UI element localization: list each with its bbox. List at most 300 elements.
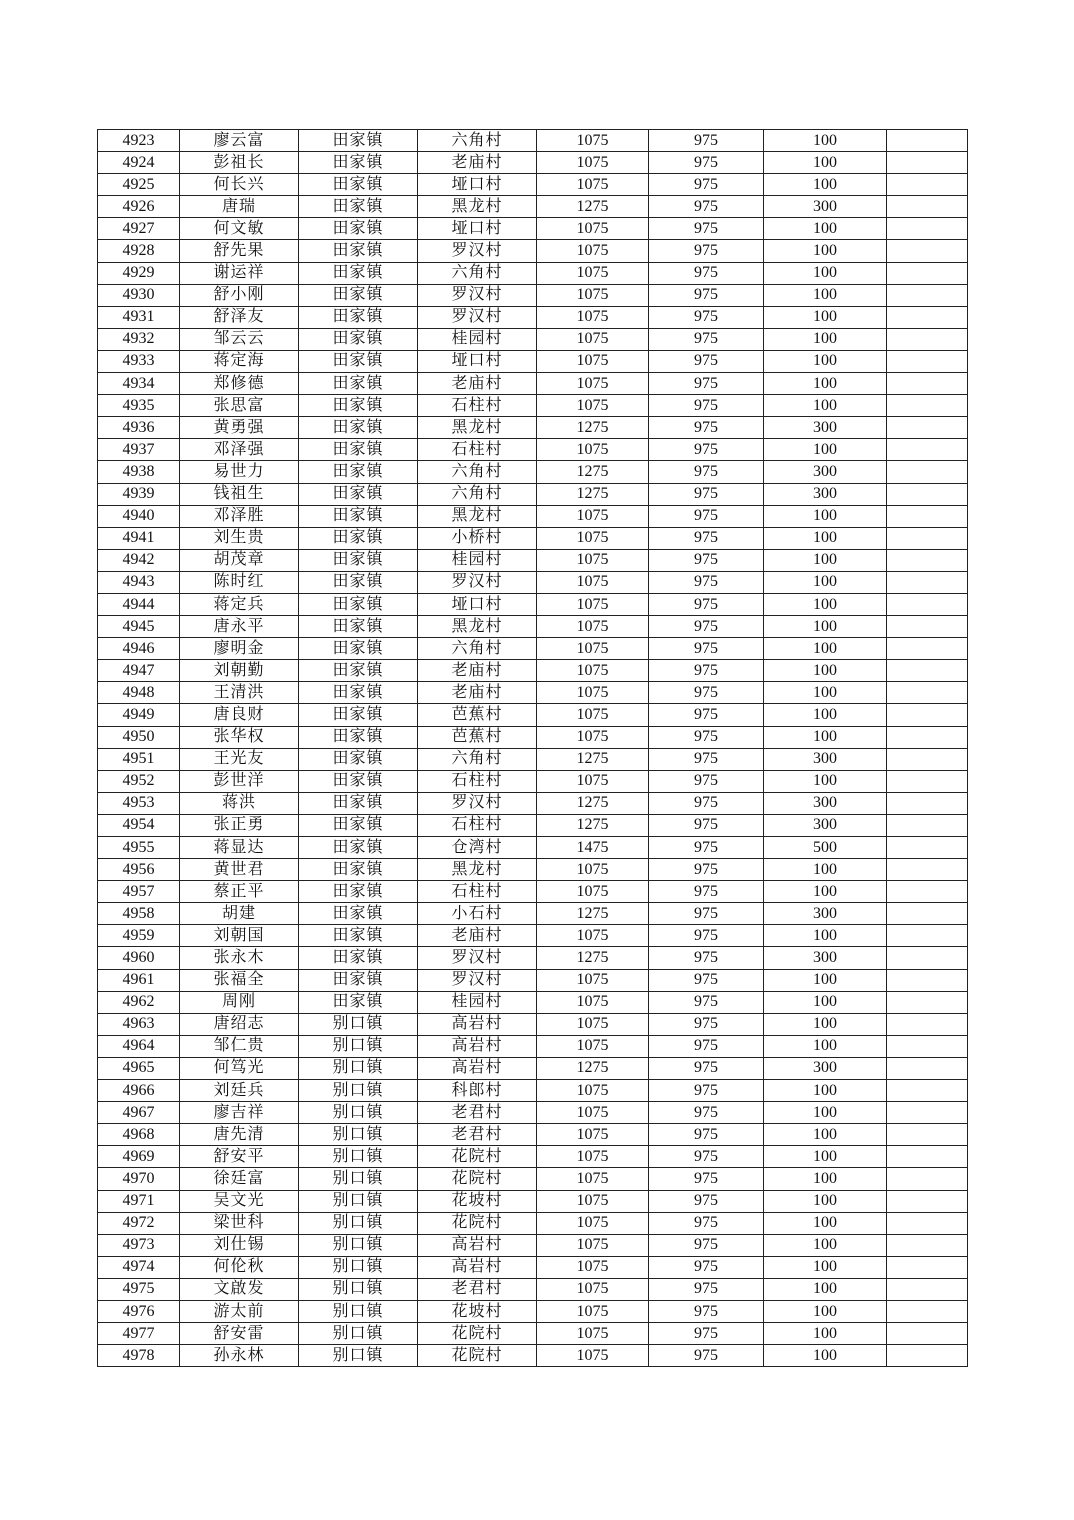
table-row bbox=[98, 837, 968, 859]
base-amount-cell: 975 bbox=[649, 792, 764, 814]
extra-amount-cell: 100 bbox=[764, 549, 887, 571]
row-number-cell: 4925 bbox=[98, 174, 180, 196]
total-amount-cell: 1075 bbox=[537, 174, 649, 196]
extra-amount-cell: 300 bbox=[764, 417, 887, 439]
remark-cell bbox=[887, 284, 968, 306]
remark-cell bbox=[887, 704, 968, 726]
base-amount-cell: 975 bbox=[649, 284, 764, 306]
town-cell: 别口镇 bbox=[299, 1102, 418, 1124]
table-row bbox=[98, 814, 968, 836]
table-row bbox=[98, 638, 968, 660]
remark-cell bbox=[887, 240, 968, 262]
town-cell: 田家镇 bbox=[299, 704, 418, 726]
row-number-cell: 4963 bbox=[98, 1013, 180, 1035]
table-row bbox=[98, 1168, 968, 1190]
extra-amount-cell: 100 bbox=[764, 152, 887, 174]
table-row bbox=[98, 1256, 968, 1278]
town-cell: 别口镇 bbox=[299, 1057, 418, 1079]
town-cell: 别口镇 bbox=[299, 1168, 418, 1190]
village-cell: 罗汉村 bbox=[418, 571, 537, 593]
table-row bbox=[98, 1080, 968, 1102]
town-cell: 田家镇 bbox=[299, 306, 418, 328]
row-number-cell: 4939 bbox=[98, 483, 180, 505]
extra-amount-cell: 300 bbox=[764, 748, 887, 770]
town-cell: 田家镇 bbox=[299, 373, 418, 395]
town-cell: 田家镇 bbox=[299, 638, 418, 660]
name-cell: 游太前 bbox=[180, 1300, 299, 1322]
total-amount-cell: 1275 bbox=[537, 947, 649, 969]
remark-cell bbox=[887, 814, 968, 836]
row-number-cell: 4954 bbox=[98, 814, 180, 836]
name-cell: 何长兴 bbox=[180, 174, 299, 196]
row-number-cell: 4952 bbox=[98, 770, 180, 792]
row-number-cell: 4937 bbox=[98, 439, 180, 461]
base-amount-cell: 975 bbox=[649, 726, 764, 748]
remark-cell bbox=[887, 218, 968, 240]
village-cell: 桂园村 bbox=[418, 991, 537, 1013]
town-cell: 田家镇 bbox=[299, 792, 418, 814]
table-row bbox=[98, 748, 968, 770]
table-row bbox=[98, 682, 968, 704]
row-number-cell: 4975 bbox=[98, 1278, 180, 1300]
village-cell: 黑龙村 bbox=[418, 196, 537, 218]
total-amount-cell: 1075 bbox=[537, 152, 649, 174]
name-cell: 孙永林 bbox=[180, 1345, 299, 1367]
total-amount-cell: 1075 bbox=[537, 704, 649, 726]
base-amount-cell: 975 bbox=[649, 682, 764, 704]
row-number-cell: 4974 bbox=[98, 1256, 180, 1278]
extra-amount-cell: 100 bbox=[764, 704, 887, 726]
table-row bbox=[98, 881, 968, 903]
extra-amount-cell: 100 bbox=[764, 306, 887, 328]
base-amount-cell: 975 bbox=[649, 549, 764, 571]
remark-cell bbox=[887, 130, 968, 152]
total-amount-cell: 1275 bbox=[537, 748, 649, 770]
total-amount-cell: 1075 bbox=[537, 1234, 649, 1256]
base-amount-cell: 975 bbox=[649, 1278, 764, 1300]
base-amount-cell: 975 bbox=[649, 240, 764, 262]
town-cell: 田家镇 bbox=[299, 395, 418, 417]
town-cell: 田家镇 bbox=[299, 770, 418, 792]
remark-cell bbox=[887, 1168, 968, 1190]
table-row bbox=[98, 218, 968, 240]
table-row bbox=[98, 616, 968, 638]
total-amount-cell: 1275 bbox=[537, 814, 649, 836]
village-cell: 六角村 bbox=[418, 748, 537, 770]
row-number-cell: 4944 bbox=[98, 593, 180, 615]
town-cell: 田家镇 bbox=[299, 417, 418, 439]
total-amount-cell: 1075 bbox=[537, 240, 649, 262]
extra-amount-cell: 100 bbox=[764, 328, 887, 350]
total-amount-cell: 1075 bbox=[537, 1013, 649, 1035]
village-cell: 石柱村 bbox=[418, 439, 537, 461]
extra-amount-cell: 500 bbox=[764, 837, 887, 859]
table-row bbox=[98, 483, 968, 505]
row-number-cell: 4924 bbox=[98, 152, 180, 174]
name-cell: 胡建 bbox=[180, 903, 299, 925]
base-amount-cell: 975 bbox=[649, 350, 764, 372]
row-number-cell: 4945 bbox=[98, 616, 180, 638]
town-cell: 别口镇 bbox=[299, 1190, 418, 1212]
base-amount-cell: 975 bbox=[649, 395, 764, 417]
name-cell: 王光友 bbox=[180, 748, 299, 770]
table-row bbox=[98, 969, 968, 991]
total-amount-cell: 1075 bbox=[537, 262, 649, 284]
village-cell: 高岩村 bbox=[418, 1234, 537, 1256]
village-cell: 垭口村 bbox=[418, 593, 537, 615]
base-amount-cell: 975 bbox=[649, 152, 764, 174]
remark-cell bbox=[887, 859, 968, 881]
name-cell: 何伦秋 bbox=[180, 1256, 299, 1278]
remark-cell bbox=[887, 1300, 968, 1322]
town-cell: 田家镇 bbox=[299, 947, 418, 969]
total-amount-cell: 1075 bbox=[537, 439, 649, 461]
village-cell: 石柱村 bbox=[418, 395, 537, 417]
table-row bbox=[98, 328, 968, 350]
village-cell: 桂园村 bbox=[418, 549, 537, 571]
village-cell: 高岩村 bbox=[418, 1256, 537, 1278]
name-cell: 唐瑞 bbox=[180, 196, 299, 218]
row-number-cell: 4977 bbox=[98, 1323, 180, 1345]
base-amount-cell: 975 bbox=[649, 947, 764, 969]
total-amount-cell: 1075 bbox=[537, 306, 649, 328]
total-amount-cell: 1275 bbox=[537, 903, 649, 925]
remark-cell bbox=[887, 505, 968, 527]
remark-cell bbox=[887, 1278, 968, 1300]
row-number-cell: 4957 bbox=[98, 881, 180, 903]
row-number-cell: 4927 bbox=[98, 218, 180, 240]
name-cell: 刘廷兵 bbox=[180, 1080, 299, 1102]
row-number-cell: 4956 bbox=[98, 859, 180, 881]
row-number-cell: 4940 bbox=[98, 505, 180, 527]
name-cell: 周刚 bbox=[180, 991, 299, 1013]
town-cell: 田家镇 bbox=[299, 616, 418, 638]
table-row bbox=[98, 527, 968, 549]
total-amount-cell: 1275 bbox=[537, 461, 649, 483]
name-cell: 何笃光 bbox=[180, 1057, 299, 1079]
base-amount-cell: 975 bbox=[649, 616, 764, 638]
extra-amount-cell: 100 bbox=[764, 1323, 887, 1345]
base-amount-cell: 975 bbox=[649, 527, 764, 549]
village-cell: 罗汉村 bbox=[418, 792, 537, 814]
name-cell: 黄世君 bbox=[180, 859, 299, 881]
row-number-cell: 4955 bbox=[98, 837, 180, 859]
base-amount-cell: 975 bbox=[649, 174, 764, 196]
base-amount-cell: 975 bbox=[649, 1035, 764, 1057]
table-row bbox=[98, 1124, 968, 1146]
name-cell: 黄勇强 bbox=[180, 417, 299, 439]
base-amount-cell: 975 bbox=[649, 1212, 764, 1234]
extra-amount-cell: 100 bbox=[764, 1102, 887, 1124]
base-amount-cell: 975 bbox=[649, 593, 764, 615]
name-cell: 廖明金 bbox=[180, 638, 299, 660]
table-row bbox=[98, 1057, 968, 1079]
town-cell: 别口镇 bbox=[299, 1124, 418, 1146]
town-cell: 田家镇 bbox=[299, 130, 418, 152]
table-row bbox=[98, 373, 968, 395]
extra-amount-cell: 100 bbox=[764, 1146, 887, 1168]
base-amount-cell: 975 bbox=[649, 1124, 764, 1146]
row-number-cell: 4968 bbox=[98, 1124, 180, 1146]
town-cell: 田家镇 bbox=[299, 881, 418, 903]
town-cell: 别口镇 bbox=[299, 1256, 418, 1278]
name-cell: 舒安雷 bbox=[180, 1323, 299, 1345]
name-cell: 张永木 bbox=[180, 947, 299, 969]
name-cell: 彭祖长 bbox=[180, 152, 299, 174]
base-amount-cell: 975 bbox=[649, 1256, 764, 1278]
name-cell: 彭世洋 bbox=[180, 770, 299, 792]
row-number-cell: 4969 bbox=[98, 1146, 180, 1168]
base-amount-cell: 975 bbox=[649, 814, 764, 836]
extra-amount-cell: 100 bbox=[764, 174, 887, 196]
base-amount-cell: 975 bbox=[649, 306, 764, 328]
base-amount-cell: 975 bbox=[649, 859, 764, 881]
town-cell: 田家镇 bbox=[299, 461, 418, 483]
base-amount-cell: 975 bbox=[649, 1013, 764, 1035]
name-cell: 易世力 bbox=[180, 461, 299, 483]
village-cell: 罗汉村 bbox=[418, 240, 537, 262]
total-amount-cell: 1075 bbox=[537, 328, 649, 350]
extra-amount-cell: 100 bbox=[764, 991, 887, 1013]
name-cell: 郑修德 bbox=[180, 373, 299, 395]
remark-cell bbox=[887, 1013, 968, 1035]
name-cell: 陈时红 bbox=[180, 571, 299, 593]
extra-amount-cell: 100 bbox=[764, 682, 887, 704]
remark-cell bbox=[887, 483, 968, 505]
name-cell: 蒋洪 bbox=[180, 792, 299, 814]
total-amount-cell: 1075 bbox=[537, 373, 649, 395]
base-amount-cell: 975 bbox=[649, 1080, 764, 1102]
village-cell: 六角村 bbox=[418, 262, 537, 284]
village-cell: 花院村 bbox=[418, 1168, 537, 1190]
village-cell: 垭口村 bbox=[418, 174, 537, 196]
total-amount-cell: 1075 bbox=[537, 1102, 649, 1124]
village-cell: 花院村 bbox=[418, 1146, 537, 1168]
town-cell: 田家镇 bbox=[299, 593, 418, 615]
row-number-cell: 4942 bbox=[98, 549, 180, 571]
table-row bbox=[98, 461, 968, 483]
base-amount-cell: 975 bbox=[649, 991, 764, 1013]
extra-amount-cell: 100 bbox=[764, 616, 887, 638]
total-amount-cell: 1075 bbox=[537, 549, 649, 571]
extra-amount-cell: 100 bbox=[764, 1234, 887, 1256]
name-cell: 王清洪 bbox=[180, 682, 299, 704]
name-cell: 蒋定兵 bbox=[180, 593, 299, 615]
village-cell: 黑龙村 bbox=[418, 859, 537, 881]
village-cell: 老庙村 bbox=[418, 660, 537, 682]
town-cell: 田家镇 bbox=[299, 240, 418, 262]
table-row bbox=[98, 1190, 968, 1212]
row-number-cell: 4964 bbox=[98, 1035, 180, 1057]
town-cell: 别口镇 bbox=[299, 1013, 418, 1035]
table-row bbox=[98, 350, 968, 372]
name-cell: 舒先果 bbox=[180, 240, 299, 262]
extra-amount-cell: 100 bbox=[764, 593, 887, 615]
village-cell: 高岩村 bbox=[418, 1057, 537, 1079]
village-cell: 花院村 bbox=[418, 1323, 537, 1345]
town-cell: 田家镇 bbox=[299, 991, 418, 1013]
name-cell: 徐廷富 bbox=[180, 1168, 299, 1190]
village-cell: 花坡村 bbox=[418, 1300, 537, 1322]
remark-cell bbox=[887, 837, 968, 859]
town-cell: 田家镇 bbox=[299, 969, 418, 991]
extra-amount-cell: 100 bbox=[764, 660, 887, 682]
town-cell: 田家镇 bbox=[299, 814, 418, 836]
name-cell: 唐良财 bbox=[180, 704, 299, 726]
remark-cell bbox=[887, 616, 968, 638]
village-cell: 老君村 bbox=[418, 1124, 537, 1146]
base-amount-cell: 975 bbox=[649, 218, 764, 240]
total-amount-cell: 1075 bbox=[537, 593, 649, 615]
remark-cell bbox=[887, 925, 968, 947]
town-cell: 田家镇 bbox=[299, 439, 418, 461]
town-cell: 田家镇 bbox=[299, 350, 418, 372]
total-amount-cell: 1075 bbox=[537, 284, 649, 306]
extra-amount-cell: 100 bbox=[764, 505, 887, 527]
row-number-cell: 4953 bbox=[98, 792, 180, 814]
village-cell: 石柱村 bbox=[418, 881, 537, 903]
remark-cell bbox=[887, 638, 968, 660]
remark-cell bbox=[887, 1057, 968, 1079]
village-cell: 老庙村 bbox=[418, 373, 537, 395]
remark-cell bbox=[887, 328, 968, 350]
total-amount-cell: 1075 bbox=[537, 616, 649, 638]
town-cell: 田家镇 bbox=[299, 152, 418, 174]
town-cell: 田家镇 bbox=[299, 549, 418, 571]
total-amount-cell: 1075 bbox=[537, 660, 649, 682]
extra-amount-cell: 100 bbox=[764, 969, 887, 991]
name-cell: 唐绍志 bbox=[180, 1013, 299, 1035]
remark-cell bbox=[887, 770, 968, 792]
row-number-cell: 4930 bbox=[98, 284, 180, 306]
total-amount-cell: 1475 bbox=[537, 837, 649, 859]
town-cell: 田家镇 bbox=[299, 262, 418, 284]
village-cell: 垭口村 bbox=[418, 350, 537, 372]
row-number-cell: 4941 bbox=[98, 527, 180, 549]
total-amount-cell: 1075 bbox=[537, 726, 649, 748]
total-amount-cell: 1075 bbox=[537, 1124, 649, 1146]
extra-amount-cell: 100 bbox=[764, 1278, 887, 1300]
name-cell: 廖云富 bbox=[180, 130, 299, 152]
name-cell: 邓泽胜 bbox=[180, 505, 299, 527]
name-cell: 钱祖生 bbox=[180, 483, 299, 505]
row-number-cell: 4972 bbox=[98, 1212, 180, 1234]
table-row bbox=[98, 859, 968, 881]
name-cell: 舒小刚 bbox=[180, 284, 299, 306]
extra-amount-cell: 100 bbox=[764, 1345, 887, 1367]
total-amount-cell: 1275 bbox=[537, 196, 649, 218]
base-amount-cell: 975 bbox=[649, 1146, 764, 1168]
total-amount-cell: 1075 bbox=[537, 925, 649, 947]
remark-cell bbox=[887, 903, 968, 925]
town-cell: 田家镇 bbox=[299, 660, 418, 682]
remark-cell bbox=[887, 395, 968, 417]
base-amount-cell: 975 bbox=[649, 417, 764, 439]
village-cell: 花坡村 bbox=[418, 1190, 537, 1212]
remark-cell bbox=[887, 660, 968, 682]
remark-cell bbox=[887, 969, 968, 991]
village-cell: 罗汉村 bbox=[418, 284, 537, 306]
base-amount-cell: 975 bbox=[649, 660, 764, 682]
row-number-cell: 4966 bbox=[98, 1080, 180, 1102]
row-number-cell: 4967 bbox=[98, 1102, 180, 1124]
row-number-cell: 4928 bbox=[98, 240, 180, 262]
row-number-cell: 4923 bbox=[98, 130, 180, 152]
village-cell: 六角村 bbox=[418, 461, 537, 483]
village-cell: 石柱村 bbox=[418, 770, 537, 792]
total-amount-cell: 1075 bbox=[537, 505, 649, 527]
base-amount-cell: 975 bbox=[649, 483, 764, 505]
name-cell: 张思富 bbox=[180, 395, 299, 417]
town-cell: 别口镇 bbox=[299, 1035, 418, 1057]
name-cell: 舒安平 bbox=[180, 1146, 299, 1168]
total-amount-cell: 1075 bbox=[537, 1190, 649, 1212]
town-cell: 田家镇 bbox=[299, 483, 418, 505]
total-amount-cell: 1075 bbox=[537, 682, 649, 704]
remark-cell bbox=[887, 306, 968, 328]
row-number-cell: 4931 bbox=[98, 306, 180, 328]
remark-cell bbox=[887, 439, 968, 461]
remark-cell bbox=[887, 991, 968, 1013]
extra-amount-cell: 100 bbox=[764, 373, 887, 395]
extra-amount-cell: 100 bbox=[764, 350, 887, 372]
row-number-cell: 4962 bbox=[98, 991, 180, 1013]
row-number-cell: 4948 bbox=[98, 682, 180, 704]
village-cell: 花院村 bbox=[418, 1345, 537, 1367]
remark-cell bbox=[887, 1234, 968, 1256]
table-row bbox=[98, 1102, 968, 1124]
base-amount-cell: 975 bbox=[649, 1190, 764, 1212]
extra-amount-cell: 300 bbox=[764, 814, 887, 836]
base-amount-cell: 975 bbox=[649, 1323, 764, 1345]
name-cell: 刘生贵 bbox=[180, 527, 299, 549]
name-cell: 刘朝国 bbox=[180, 925, 299, 947]
remark-cell bbox=[887, 571, 968, 593]
extra-amount-cell: 300 bbox=[764, 792, 887, 814]
remark-cell bbox=[887, 947, 968, 969]
village-cell: 六角村 bbox=[418, 638, 537, 660]
name-cell: 何文敏 bbox=[180, 218, 299, 240]
total-amount-cell: 1275 bbox=[537, 1057, 649, 1079]
row-number-cell: 4960 bbox=[98, 947, 180, 969]
table-row bbox=[98, 1146, 968, 1168]
base-amount-cell: 975 bbox=[649, 748, 764, 770]
village-cell: 桂园村 bbox=[418, 328, 537, 350]
table-row bbox=[98, 505, 968, 527]
remark-cell bbox=[887, 527, 968, 549]
remark-cell bbox=[887, 1212, 968, 1234]
village-cell: 芭蕉村 bbox=[418, 726, 537, 748]
town-cell: 田家镇 bbox=[299, 837, 418, 859]
table-row bbox=[98, 947, 968, 969]
extra-amount-cell: 100 bbox=[764, 130, 887, 152]
row-number-cell: 4959 bbox=[98, 925, 180, 947]
row-number-cell: 4943 bbox=[98, 571, 180, 593]
village-cell: 黑龙村 bbox=[418, 616, 537, 638]
extra-amount-cell: 100 bbox=[764, 1300, 887, 1322]
remark-cell bbox=[887, 1035, 968, 1057]
base-amount-cell: 975 bbox=[649, 328, 764, 350]
remark-cell bbox=[887, 262, 968, 284]
remark-cell bbox=[887, 417, 968, 439]
village-cell: 小桥村 bbox=[418, 527, 537, 549]
total-amount-cell: 1075 bbox=[537, 1278, 649, 1300]
town-cell: 别口镇 bbox=[299, 1278, 418, 1300]
village-cell: 高岩村 bbox=[418, 1013, 537, 1035]
table-row bbox=[98, 549, 968, 571]
village-cell: 六角村 bbox=[418, 130, 537, 152]
extra-amount-cell: 300 bbox=[764, 947, 887, 969]
